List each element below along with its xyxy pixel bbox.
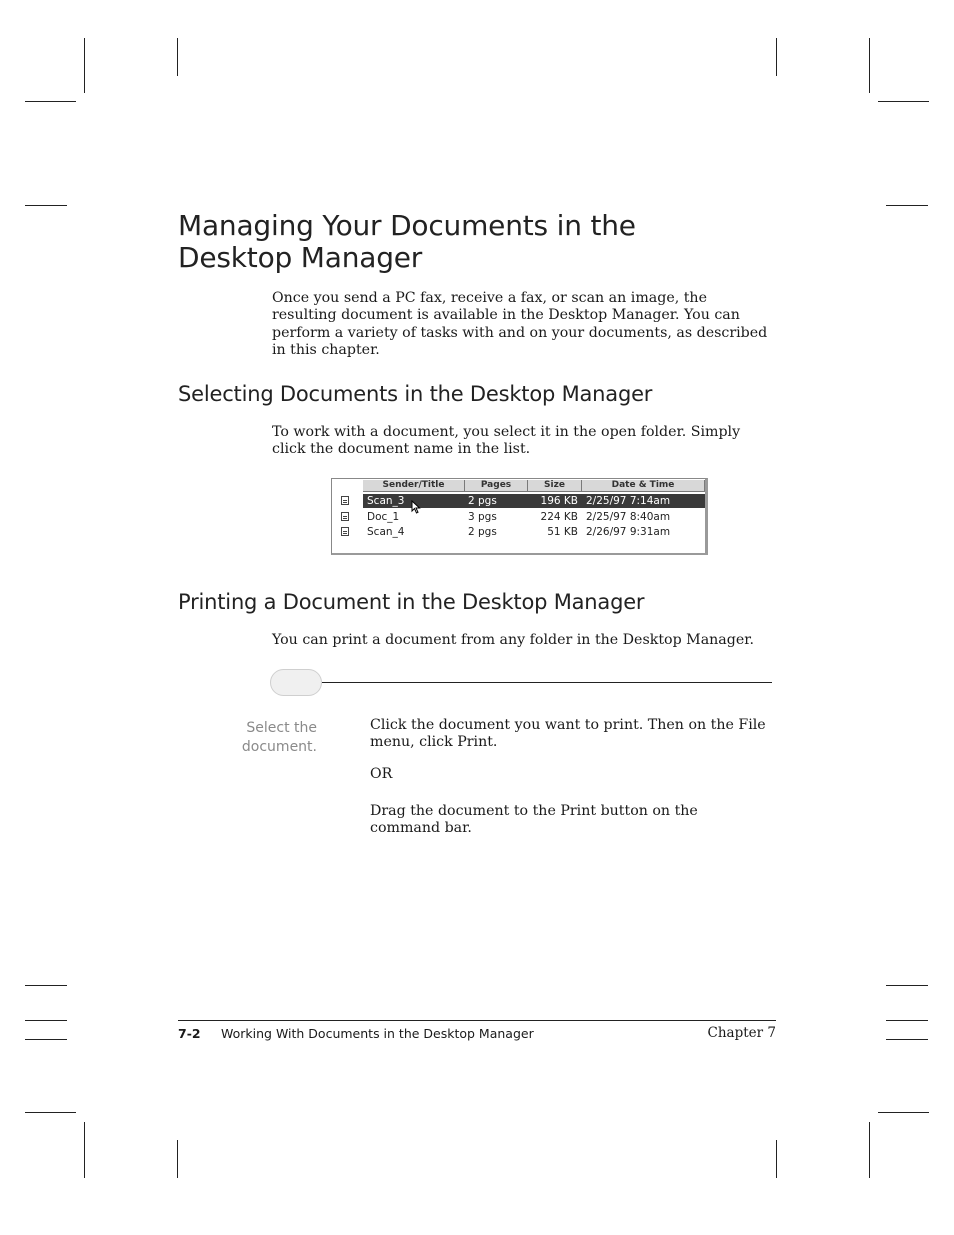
crop-mark	[886, 205, 928, 206]
crop-mark	[869, 38, 870, 93]
document-icon	[341, 496, 349, 505]
heading-selecting: Selecting Documents in the Desktop Manager	[178, 382, 653, 406]
table-row[interactable]	[332, 525, 705, 539]
crop-mark	[25, 205, 67, 206]
step-text-1: Click the document you want to print. Then on the File menu, click Print.	[370, 717, 766, 751]
row-pages: 2 pgs	[468, 526, 497, 538]
row-title: Scan_3	[367, 495, 405, 507]
footer-chapter: Chapter 7	[707, 1025, 776, 1041]
crop-mark	[886, 1039, 928, 1040]
crop-mark	[886, 1020, 928, 1021]
printing-paragraph: You can print a document from any folder in the Desktop Manager.	[272, 632, 754, 648]
footer-running-title: Working With Documents in the Desktop Manager	[221, 1026, 534, 1041]
column-header-pages: Pages	[465, 480, 528, 492]
crop-mark	[869, 1122, 870, 1178]
step-divider	[322, 682, 772, 683]
row-title: Doc_1	[367, 511, 400, 523]
row-date: 2/26/97 9:31am	[586, 526, 671, 538]
row-size: 196 KB	[540, 495, 578, 507]
row-date: 2/25/97 8:40am	[586, 511, 671, 523]
crop-mark	[25, 101, 76, 102]
crop-mark	[84, 1122, 85, 1178]
document-icon	[341, 512, 349, 521]
document-list-screenshot	[331, 478, 708, 555]
step-or: OR	[370, 766, 393, 782]
crop-mark	[886, 985, 928, 986]
column-header-sender: Sender/Title	[363, 480, 465, 492]
crop-mark	[177, 38, 178, 76]
step-label: Select the document.	[241, 720, 317, 755]
footer-page-number: 7-2	[178, 1026, 201, 1041]
mouse-cursor-icon	[411, 500, 421, 514]
row-size: 51 KB	[547, 526, 578, 538]
row-title: Scan_4	[367, 526, 405, 538]
row-size: 224 KB	[540, 511, 578, 523]
table-row[interactable]	[332, 510, 705, 524]
crop-mark	[776, 38, 777, 76]
row-date: 2/25/97 7:14am	[586, 495, 671, 507]
crop-mark	[25, 985, 67, 986]
column-header-date: Date & Time	[582, 480, 705, 492]
crop-mark	[177, 1140, 178, 1178]
row-pages: 3 pgs	[468, 511, 497, 523]
crop-mark	[25, 1112, 76, 1113]
column-header-size: Size	[528, 480, 582, 492]
footer-rule	[178, 1020, 776, 1021]
crop-mark	[25, 1020, 67, 1021]
crop-mark	[776, 1140, 777, 1178]
heading-printing: Printing a Document in the Desktop Manager	[178, 590, 645, 614]
step-marker	[270, 669, 322, 696]
crop-mark	[878, 1112, 929, 1113]
crop-mark	[878, 101, 929, 102]
document-icon	[341, 527, 349, 536]
table-row[interactable]	[332, 494, 705, 508]
selecting-paragraph: To work with a document, you select it in the open folder. Simply click the document name in the list.	[272, 424, 741, 458]
step-text-2: Drag the document to the Print button on the command bar.	[370, 803, 698, 837]
row-pages: 2 pgs	[468, 495, 497, 507]
crop-mark	[84, 38, 85, 93]
intro-paragraph: Once you send a PC fax, receive a fax, or scan an image, the resulting document is available in the Desktop Manager. You can perform a variety of tasks with and on your documents, as described in this chapter.	[272, 290, 768, 358]
crop-mark	[25, 1039, 67, 1040]
page-title: Managing Your Documents in the Desktop Manager	[178, 209, 636, 274]
